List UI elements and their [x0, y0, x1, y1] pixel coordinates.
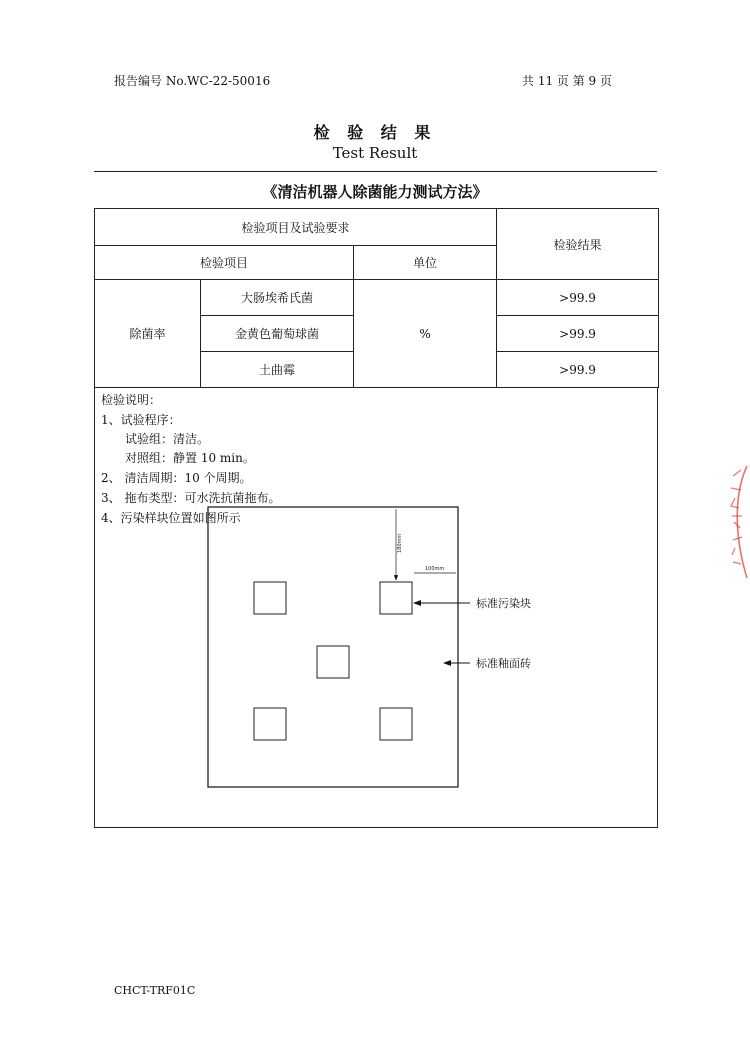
result-table	[94, 208, 659, 388]
stain-block	[317, 646, 349, 678]
item-cell: 大肠埃希氏菌	[201, 280, 354, 316]
note-line: 2、 清洁周期：10 个周期。	[101, 471, 252, 485]
page-subtitle: Test Result	[332, 144, 418, 162]
title-divider	[94, 171, 657, 172]
stain-block	[380, 708, 412, 740]
stain-position-diagram	[200, 505, 560, 790]
category-cell: 除菌率	[95, 280, 201, 388]
item-cell: 金黄色葡萄球菌	[201, 316, 354, 352]
note-line: 试验组：清洁。	[125, 432, 210, 446]
result-cell: >99.9	[497, 280, 659, 316]
requirement-header: 检验项目及试验要求	[95, 209, 497, 246]
notes-heading: 检验说明：	[101, 393, 162, 407]
unit-header: 单位	[354, 246, 497, 280]
report-number: 报告编号 No.WC-22-50016	[114, 74, 271, 88]
page-title: 检 验 结 果	[313, 123, 437, 142]
seal-stamp	[725, 462, 750, 582]
page-indicator: 共 11 页 第 9 页	[522, 74, 612, 88]
standard-title: 《清洁机器人除菌能力测试方法》	[262, 183, 488, 201]
item-cell: 土曲霉	[201, 352, 354, 388]
dim-vertical-label: 180mm	[397, 533, 403, 553]
table-row	[95, 280, 659, 316]
dim-horizontal-label: 100mm	[425, 566, 445, 572]
note-line: 对照组：静置 10 min。	[125, 451, 255, 465]
form-code: CHCT-TRF01C	[114, 984, 196, 997]
result-header: 检验结果	[497, 209, 659, 280]
table-header-row	[95, 209, 659, 246]
stain-block	[380, 582, 412, 614]
item-header: 检验项目	[95, 246, 354, 280]
note-line: 3、 拖布类型：可水洗抗菌拖布。	[101, 491, 281, 505]
tile-outline	[208, 507, 458, 787]
stain-block	[254, 582, 286, 614]
unit-cell: %	[354, 280, 497, 388]
tile-label: 标准釉面砖	[476, 657, 531, 670]
stain-block-label: 标准污染块	[476, 597, 531, 610]
note-line: 4、污染样块位置如图所示	[101, 511, 241, 525]
result-cell: >99.9	[497, 316, 659, 352]
stain-block	[254, 708, 286, 740]
note-line: 1、试验程序：	[101, 413, 181, 427]
result-cell: >99.9	[497, 352, 659, 388]
